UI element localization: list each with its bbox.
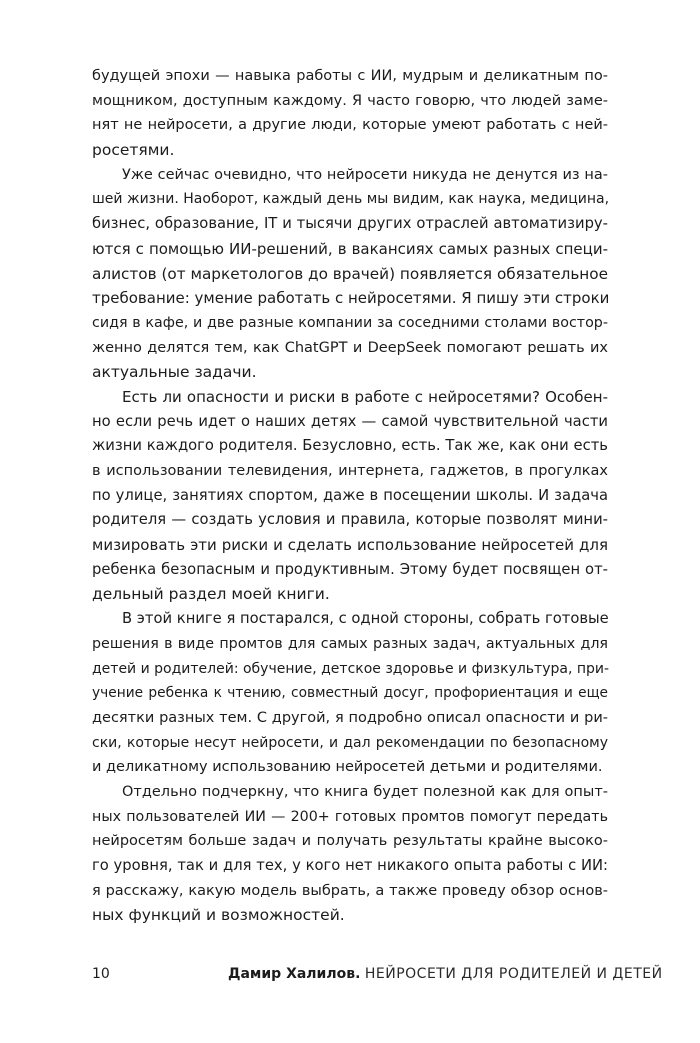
page-footer — [92, 962, 663, 986]
text-line: мощником, доступным каждому. Я часто говорю, что людей заме- — [92, 92, 608, 109]
text-line: ных пользователей ИИ — 200+ готовых промтов помогут передать — [92, 808, 608, 825]
text-line: десятки разных тем. С другой, я подробно описал опасности и ри- — [92, 709, 608, 726]
text-line: го уровня, так и для тех, у кого нет никакого опыта работы с ИИ: — [92, 857, 608, 874]
text-line: и деликатному использованию нейросетей детьми и родителями. — [92, 759, 603, 776]
text-line: по улице, занятиях спортом, даже в посещении школы. И задача — [92, 486, 608, 504]
text-line: женно делятся тем, как ChatGPT и DeepSeek помогают решать их — [92, 339, 608, 356]
text-line: но если речь идет о наших детях — самой чувствительной части — [92, 412, 608, 430]
text-line: ются с помощью ИИ-решений, в вакансиях самых разных специ- — [92, 239, 608, 258]
page-number: 10 — [92, 966, 110, 982]
text-line: В этой книге я постарался, с одной стороны, собрать готовые — [122, 610, 609, 628]
page-body — [92, 64, 608, 928]
text-line: ребенка безопасным и продуктивным. Этому будет посвящен от- — [92, 560, 608, 578]
body-text — [92, 64, 608, 928]
text-line: Отдельно подчеркну, что книга будет полезной как для опыт- — [122, 783, 608, 800]
text-line: решения в виде промтов для самых разных задач, актуальных для — [92, 635, 608, 652]
text-line: учение ребенка к чтению, совместный досуг, профориентация и еще — [92, 685, 608, 702]
text-line: росетями. — [92, 141, 175, 160]
text-line: нят не нейросети, а другие люди, которые умеют работать с ней- — [92, 117, 608, 134]
text-line: Уже сейчас очевидно, что нейросети никуда не денутся из на- — [122, 166, 608, 183]
text-line: алистов (от маркетологов до врачей) появляется обязательное — [92, 264, 608, 283]
text-line: требование: умение работать с нейросетями. Я пишу эти строки — [92, 289, 610, 308]
text-line: актуальные задачи. — [92, 363, 257, 382]
author-name: Дамир Халилов. — [228, 966, 361, 982]
text-line: сидя в кафе, и две разные компании за соседними столами востор- — [92, 314, 608, 331]
running-head — [228, 962, 663, 986]
text-line: ных функций и возможностей. — [92, 906, 345, 925]
text-line: я расскажу, какую модель выбрать, а также проведу обзор основ- — [92, 882, 608, 899]
text-line: в использовании телевидения, интернета, гаджетов, в прогулках — [92, 463, 608, 479]
text-line: бизнес, образование, IT и тысячи других отраслей автоматизиру- — [92, 215, 608, 233]
text-line: мизировать эти риски и сделать использование нейросетей для — [92, 536, 608, 555]
text-line: родителя — создать условия и правила, которые позволят мини- — [92, 511, 608, 529]
text-line: нейросетям больше задач и получать результаты крайне высоко- — [92, 833, 608, 850]
text-line: дельный раздел моей книги. — [92, 585, 330, 604]
book-title: НЕЙРОСЕТИ ДЛЯ РОДИТЕЛЕЙ И ДЕТЕЙ — [364, 966, 663, 982]
text-line: Есть ли опасности и риски в работе с нейросетями? Особен- — [122, 387, 608, 406]
text-line: будущей эпохи — навыка работы с ИИ, мудрым и деликатным по- — [92, 68, 608, 84]
text-line: ски, которые несут нейросети, и дал рекомендации по безопасному — [92, 734, 608, 751]
text-line: жизни каждого родителя. Безусловно, есть. Так же, как они есть — [92, 437, 608, 455]
text-line: шей жизни. Наоборот, каждый день мы видим, как наука, медицина, — [92, 191, 610, 208]
text-line: детей и родителей: обучение, детское здоровье и физкультура, при- — [92, 660, 610, 677]
